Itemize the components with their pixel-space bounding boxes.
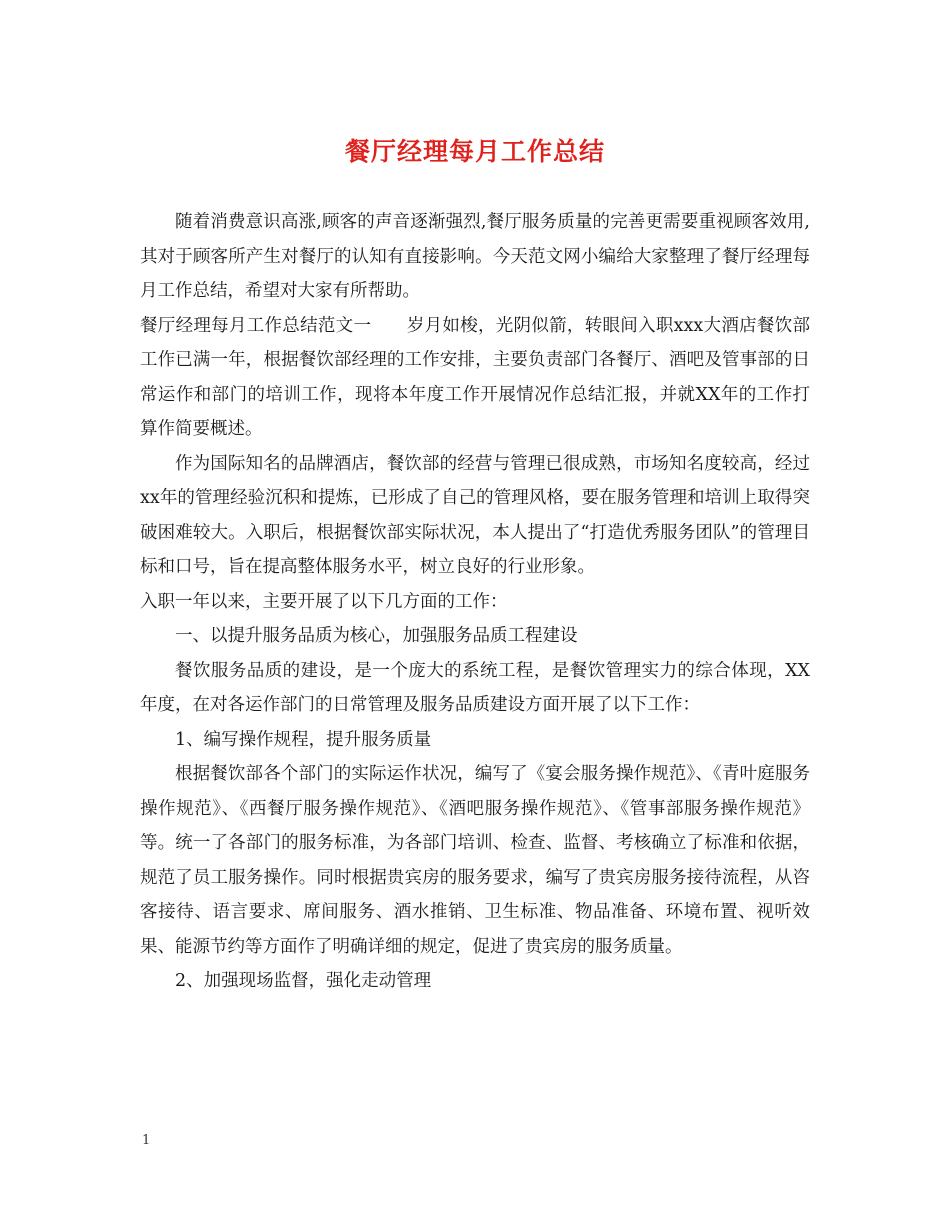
paragraph-brand-hotel: 作为国际知名的品牌酒店，餐饮部的经营与管理已很成熟，市场知名度较高，经过xx年的管理经验沉积和提炼，已形成了自己的管理风格，要在服务管理和培训上取得突破困难较大。入职后，根据餐饮部实际状况，本人提出了“打造优秀服务团队”的管理目标和口号，旨在提高整体服务水平，树立良好的行业形象。	[140, 453, 810, 577]
paragraph-intro: 随着消费意识高涨,顾客的声音逐渐强烈,餐厅服务质量的完善更需要重视顾客效用,其对于顾客所产生对餐厅的认知有直接影响。今天范文网小编给大家整理了餐厅经理每月工作总结，希望对大家有所帮助。	[140, 212, 810, 301]
paragraph-service-quality: 餐饮服务品质的建设，是一个庞大的系统工程，是餐饮管理实力的综合体现，XX年度，在对各运作部门的日常管理及服务品质建设方面开展了以下工作：	[140, 660, 810, 715]
paragraph-work-summary-lead: 入职一年以来，主要开展了以下几方面的工作：	[140, 591, 508, 612]
page-title: 餐厅经理每月工作总结	[344, 137, 605, 166]
document-body	[140, 205, 810, 999]
page-number: 1	[142, 1133, 151, 1148]
paragraph-operating-rules: 根据餐饮部各个部门的实际运作状况，编写了《宴会服务操作规范》、《青叶庭服务操作规范》、《西餐厅服务操作规范》、《酒吧服务操作规范》、《管事部服务操作规范》等。统一了各部门的服务标准，为各部门培训、检查、监督、考核确立了标准和依据，规范了员工服务操作。同时根据贵宾房的服务要求，编写了贵宾房服务接待流程，从咨客接待、语言要求、席间服务、酒水推销、卫生标准、物品准备、环境布置、视听效果、能源节约等方面作了明确详细的规定，促进了贵宾房的服务质量。	[140, 764, 810, 957]
paragraph-sample-one: 餐厅经理每月工作总结范文一 岁月如梭，光阴似箭，转眼间入职xxx大酒店餐饮部工作已满一年，根据餐饮部经理的工作安排，主要负责部门各餐厅、酒吧及管事部的日常运作和部门的培训工作，现将本年度工作开展情况作总结汇报，并就XX年的工作打算作简要概述。	[140, 315, 810, 439]
subheading-two: 2、加强现场监督，强化走动管理	[175, 971, 432, 991]
section-heading-one: 一、以提升服务品质为核心，加强服务品质工程建设	[175, 626, 578, 646]
subheading-one: 1、编写操作规程，提升服务质量	[175, 729, 432, 750]
